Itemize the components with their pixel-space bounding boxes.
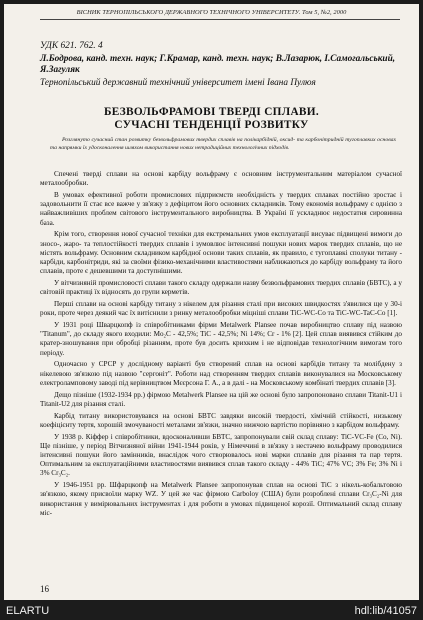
paragraph: Крім того, створення нової сучасної техніки для екстремальних умов експлуатації висуває підвищені вимоги до зносо-, жаро- та теплостійкості твердих сплавів і зумовлює інтенсивні пошуки нових марок твердих сплавів, що не містять вольфраму. Основним складником карбідної основи таких сплавів, як правило, є тугоплавкі сполуки титану - карбіди, карбонітриди, які за своїми фізико-механічними властивостями наближаються до карбіду вольфраму та його сплавів, проте є дешевшими та доступнішими.: [40, 230, 402, 276]
repository-footer: [0, 600, 423, 620]
paragraph: Дещо пізніше (1932-1934 рр.) фірмою Metalwerk Plansee на цій же основі було запропоновано сплави Titanit-U1 і Titanit-U2 для різання сталі.: [40, 390, 402, 408]
paragraph: У 1938 р. Кіффер і співробітники, вдосконаливши БВТС, запропонували свій склад сплаву: TiC-VC-Fe (Co, Ni). Ще пізніше, у період Вітчизняної війни 1941-1944 років, у Німеччині в зв'язку з нестачею вольфраму проводилися інтенсивні пошуки його замінників, внаслідок чого створювалось нові марки сплавів для різання та пар тертя. Оптимальним за експлуатаційними властивостями виявився сплав такого складу - 44% TiC; 47% VC; 3% Fe; 3% Ni і 3% Cr₃C₂.: [40, 432, 402, 478]
document-page: [4, 4, 419, 600]
paragraph: У 1931 році Шварцкопф із співробітниками фірми Metalwerk Plansee почав виробництво сплаву під назвою "Titanum", до складу якого входили: Mo₂C - 42,5%; TiC - 42,5%; Ni 14%; Cr - 1% [2]. Цей сплав виявився стійким до кратер-зношування при обробці різанням, проте був досить крихким і не відповідав технологічним вимогам того періоду.: [40, 321, 402, 357]
paragraph: У 1946-1951 рр. Шфарцкопф на Metalwerk Plansee запропонував сплав на основі TiC з нікель-кобальтовою зв'язкою, якому присвоїли марку WZ. У цей же час фірмою Carboloy (США) були розроблені сплави Cr₃C₂-Ni для використання у вимірювальних інструментах і для роботи в умовах підвищеної корозії. Оптимальний склад сплаву міс-: [40, 481, 402, 517]
repository-name: ELARTU: [6, 605, 50, 617]
title-line-1: БЕЗВОЛЬФРАМОВІ ТВЕРДІ СПЛАВИ.: [104, 106, 319, 118]
article-title: [4, 106, 419, 132]
handle-id: hdl:lib/41057: [354, 605, 417, 617]
paragraph: Карбід титану використовувався на основі БВТС завдяки високій твердості, хімічній стійкості, низькому коефіцієнту тертя, хорошій змочуваності металами зв'язки, значно нижчою вартістю порівняно з карбідом вольфраму.: [40, 411, 402, 429]
title-line-2: СУЧАСНІ ТЕНДЕНЦІЇ РОЗВИТКУ: [114, 119, 309, 131]
paragraph: В умовах ефективної роботи промислових підприємств необхідність у твердих сплавах постійно зростає і задовольнити її стає все важче у зв'язку з дефіцитом його основних складників. Тому економія вольфраму є однією з найважливіших проблем світового інструментального виробництва. В Україні її ускладнює недостатня сировинна база.: [40, 191, 402, 227]
journal-header: ВІСНИК ТЕРНОПІЛЬСЬКОГО ДЕРЖАВНОГО ТЕХНІЧНОГО УНІВЕРСИТЕТУ. Том 5, №2, 2000: [76, 9, 347, 16]
paragraph: У вітчизняній промисловості сплави такого складу одержали назву безвольфрамових твердих сплавів (БВТС), а у світовій практиці їх відносять до групи керметів.: [40, 279, 402, 297]
header-rule: [40, 19, 400, 20]
affiliation: Тернопільський державний технічний університет імені Івана Пулюя: [40, 78, 316, 88]
paragraph: Перші сплави на основі карбіду титану з нікелем для різання сталі при високих швидкостях з'явилися ще у 30-і роки, проте через деякий час їх витіснили з ринку металообробки міцніші сплави TiC-WC-Co та TiC-WC-TaC-Co [1].: [40, 300, 402, 318]
paragraph: Одночасно у СРСР у дослідному варіанті був створений сплав на основі карбідів титану та молібдену з нікелевою зв'язкою під назвою "сергоніт". Роботи над створенням твердих сплавів виконувалися на Московському електроламповому заводі під керівництвом Мєєрсона Г. А., а в далі - на Московському комбінаті твердих сплавів [3].: [40, 360, 402, 387]
page-number: 16: [40, 584, 49, 594]
udc-code: УДК 621. 762. 4: [40, 41, 103, 51]
abstract: Розглянуто сучасний стан розвитку безвольфрамових твердих сплавів на полікарбідній, оксид- та карбонітридній тугоплавких основах та напрямки їх удосконалення шляхом використання нових нетрадиційних технологічних підходів.: [50, 137, 396, 152]
article-body: [40, 170, 402, 518]
paragraph: Спечені тверді сплави на основі карбіду вольфраму є основним інструментальним матеріалом сучасної металообробки.: [40, 170, 402, 188]
authors: Л.Бодрова, канд. техн. наук; Г.Крамар, канд. техн. наук; В.Лазарюк, І.Самогальський, Я.Загуляк: [40, 54, 396, 75]
